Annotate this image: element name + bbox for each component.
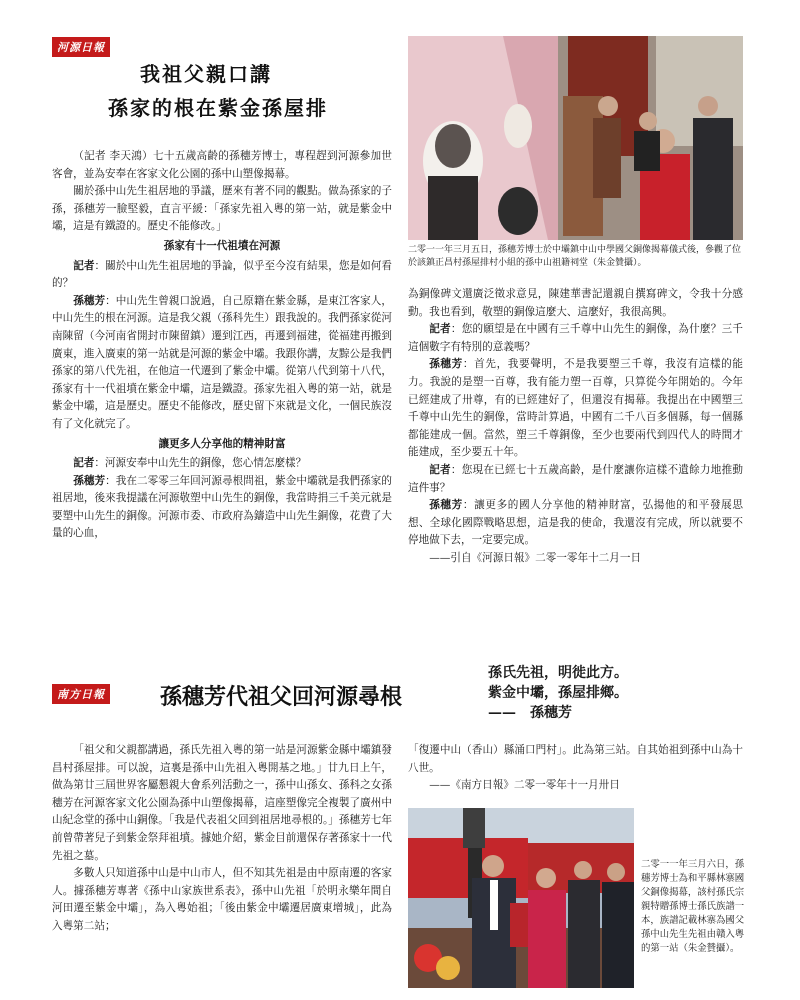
q3-text: ：您的願望是在中國有三千尊中山先生的銅像，為什麼？三千這個數字有特別的意義嗎？: [408, 323, 744, 353]
pull-quote-line1: 孫氏先祖，明徙此方。: [488, 665, 628, 681]
article1-source: ——引自《河源日報》二零一零年十二月一日: [429, 551, 642, 564]
a3-text: ：首先，我要聲明，不是我要塑三千尊，我沒有這樣的能力。我說的是塑一百尊，我有能力塑一百尊，只算從今年開始的。今年已經建成了卅尊，有的已經建好了，但還沒有揭幕。我提出在中國塑三千尊中山先生的銅像，當時計算過，中國有二千八百多個縣，每一個縣都能建成一個。當然，塑三千尊銅像，至少也要兩代到四代人的時間才能建成，至少要五十年。: [408, 358, 744, 459]
interview-a3: [408, 356, 743, 462]
interview-q1: [52, 258, 392, 293]
interview-q2: [52, 455, 392, 473]
q2-text: ：河源安奉中山先生的銅像，您心情怎麼樣？: [94, 457, 307, 470]
headline-line1: 我祖父親口講: [140, 62, 272, 86]
photo-caption-zhongba: 二零一一年三月五日，孫穗芳博士於中壩鎮中山中學國父銅像揭幕儀式後，參觀了位於該鎮正昌村孫屋排村小組的孫中山祖籍祠堂（朱金贊攝）。: [408, 245, 742, 268]
article1-column2: [408, 286, 743, 568]
interview-a4: [408, 497, 743, 550]
interview-a2: [52, 473, 392, 543]
pull-quote-signature: —— 孫穗芳: [488, 705, 572, 721]
pull-quote-line2: 紫金中壩，孫屋排鄉。: [488, 685, 628, 701]
speaker-sun-suifang: 孫穗芳: [73, 474, 106, 487]
speaker-sun-suifang: 孫穗芳: [429, 358, 463, 371]
speaker-reporter: 記者: [73, 457, 95, 470]
article2-col2-continuation: 「復遷中山（香山）縣涌口門村」。此為第三站。自其始祖到孫中山為十八世。: [408, 744, 743, 774]
speaker-reporter: 記者: [73, 259, 95, 272]
article2-column2: [408, 742, 743, 795]
q1-text: ：關於中山先生祖居地的爭論，似乎至今沒有結果，您是如何看的？: [52, 259, 393, 290]
masthead-nanfang-daily: 南方日報: [52, 684, 110, 704]
subheading-eleven-generations: 孫家有十一代祖墳在河源: [163, 239, 281, 252]
article2-source: ——《南方日報》二零一零年十一月卅日: [429, 779, 620, 792]
speaker-sun-suifang: 孫穗芳: [429, 499, 463, 512]
a4-text: ：讓更多的國人分享他的精神財富，弘揚他的和平發展思想、全球化國際戰略思想，這是我的使命，我還沒有完成，所以就要不停地做下去，一定要完成。: [408, 499, 744, 547]
interview-a1: [52, 293, 392, 434]
q4-text: ：您現在已經七十五歲高齡，是什麼讓你這樣不遺餘力地推動這件事？: [408, 463, 744, 494]
masthead-heyuan-daily: 河源日報: [52, 37, 110, 57]
subheading-spiritual-wealth: 讓更多人分享他的精神財富: [158, 437, 286, 450]
article1-col2-continuation: 為銅像碑文還廣泛徵求意見，陳建華書記還親自撰寫碑文，令我十分感動。我也看到，敬塑的銅像這麼大、這麼好，我很高興。: [408, 288, 743, 318]
article1-lead-paragraph: （記者 李天鴻）七十五歲高齡的孫穗芳博士，專程趕到河源參加世客會，並為安奉在客家文化公園的孫中山塑像揭幕。: [52, 150, 392, 180]
article2-paragraph2: 多數人只知道孫中山是中山市人，但不知其先祖是由中原南遷的客家人。據孫穗芳專著《孫中山家族世系表》，孫中山先祖「於明永樂年間自河田遷至紫金中壩」，為入粵始祖；「後由紫金中壩遷居廣東增城」，此為入粵第二站；: [52, 867, 392, 932]
interview-q4: [408, 462, 743, 497]
article1-paragraph2: 關於孫中山先生祖居地的爭議，歷來有著不同的觀點。做為孫家的子孫，孫穗芳一臉堅毅，直言平緩：「孫家先祖入粵的第一站，就是紫金中壩，這是有鐵證的。歷史不能修改。」: [52, 185, 392, 233]
speaker-reporter: 記者: [429, 463, 451, 476]
speaker-reporter: 記者: [429, 323, 451, 336]
article2-paragraph1: 「祖父和父親都講過，孫氏先祖入粵的第一站是河源紫金縣中壩鎮發昌村孫屋排。可以說，這裏是孫中山先祖入粵開基之地。」廿九日上午，做為第廿三屆世界客屬懇親大會系列活動之一，孫中山孫女、孫科之女孫穗芳在河源客家文化公園為孫中山塑像揭幕，這座塑像完全複製了廣州中山紀念堂的孫中山銅像。「我是代表祖父回到祖居地尋根的。」孫穗芳七年前曾帶著兒子到紫金祭拜祖墳。據她介紹，紫金目前還保存著孫家十一代先祖之墓。: [52, 744, 392, 862]
article2-column1: [52, 742, 392, 936]
photo-linzhai-ceremony: [408, 808, 634, 988]
a2-text: ：我在二零零三年回河源尋根問祖，紫金中壩就是我們孫家的祖居地，後來我提議在河源敬塑中山先生的銅像，我當時捐三千美元就是要塑中山先生的銅像。河源市委、市政府為鑄造中山先生銅像，花費了大量的心血，: [52, 474, 393, 540]
headline-line2: 孫家的根在紫金孫屋排: [108, 96, 328, 120]
interview-q3: [408, 321, 743, 356]
photo-zhongba-memorial: [408, 36, 743, 240]
speaker-sun-suifang: 孫穗芳: [73, 294, 106, 307]
article1-column1: [52, 148, 392, 543]
a1-text: ：中山先生曾親口說過，自己原籍在紫金縣，是東江客家人，中山先生的根在河源。這是我父親（孫科先生）跟我說的。我們孫家從河南陳留（今河南省開封市陳留鎮）遷到江西，再遷到福建，從福建再搬到廣東，進入廣東的第一站就是河源的紫金中壩。我跟你講，友黥公是我們孫家的第八代先祖，在他這一代遷到了紫金中壩。從第八代到第十八代，孫家有十一代祖墳在紫金中壩，這是鐵證。孫家先祖入粵的第一站，就是紫金中壩，這是歷史。歷史不能修改，歷史留下來就是文化，一個民族沒有了文化就完了。: [52, 294, 393, 430]
headline-article2: 孫穗芳代祖父回河源尋根: [160, 685, 403, 710]
photo-caption-linzhai: 二零一一年三月六日，孫穗芳博士為和平縣林寨國父銅像揭幕，該村孫氏宗親特贈孫博士孫氏族譜一本，族譜記載林寨為國父孫中山先生先祖由贛入粵的第一站（朱金贊攝）。: [641, 859, 745, 954]
